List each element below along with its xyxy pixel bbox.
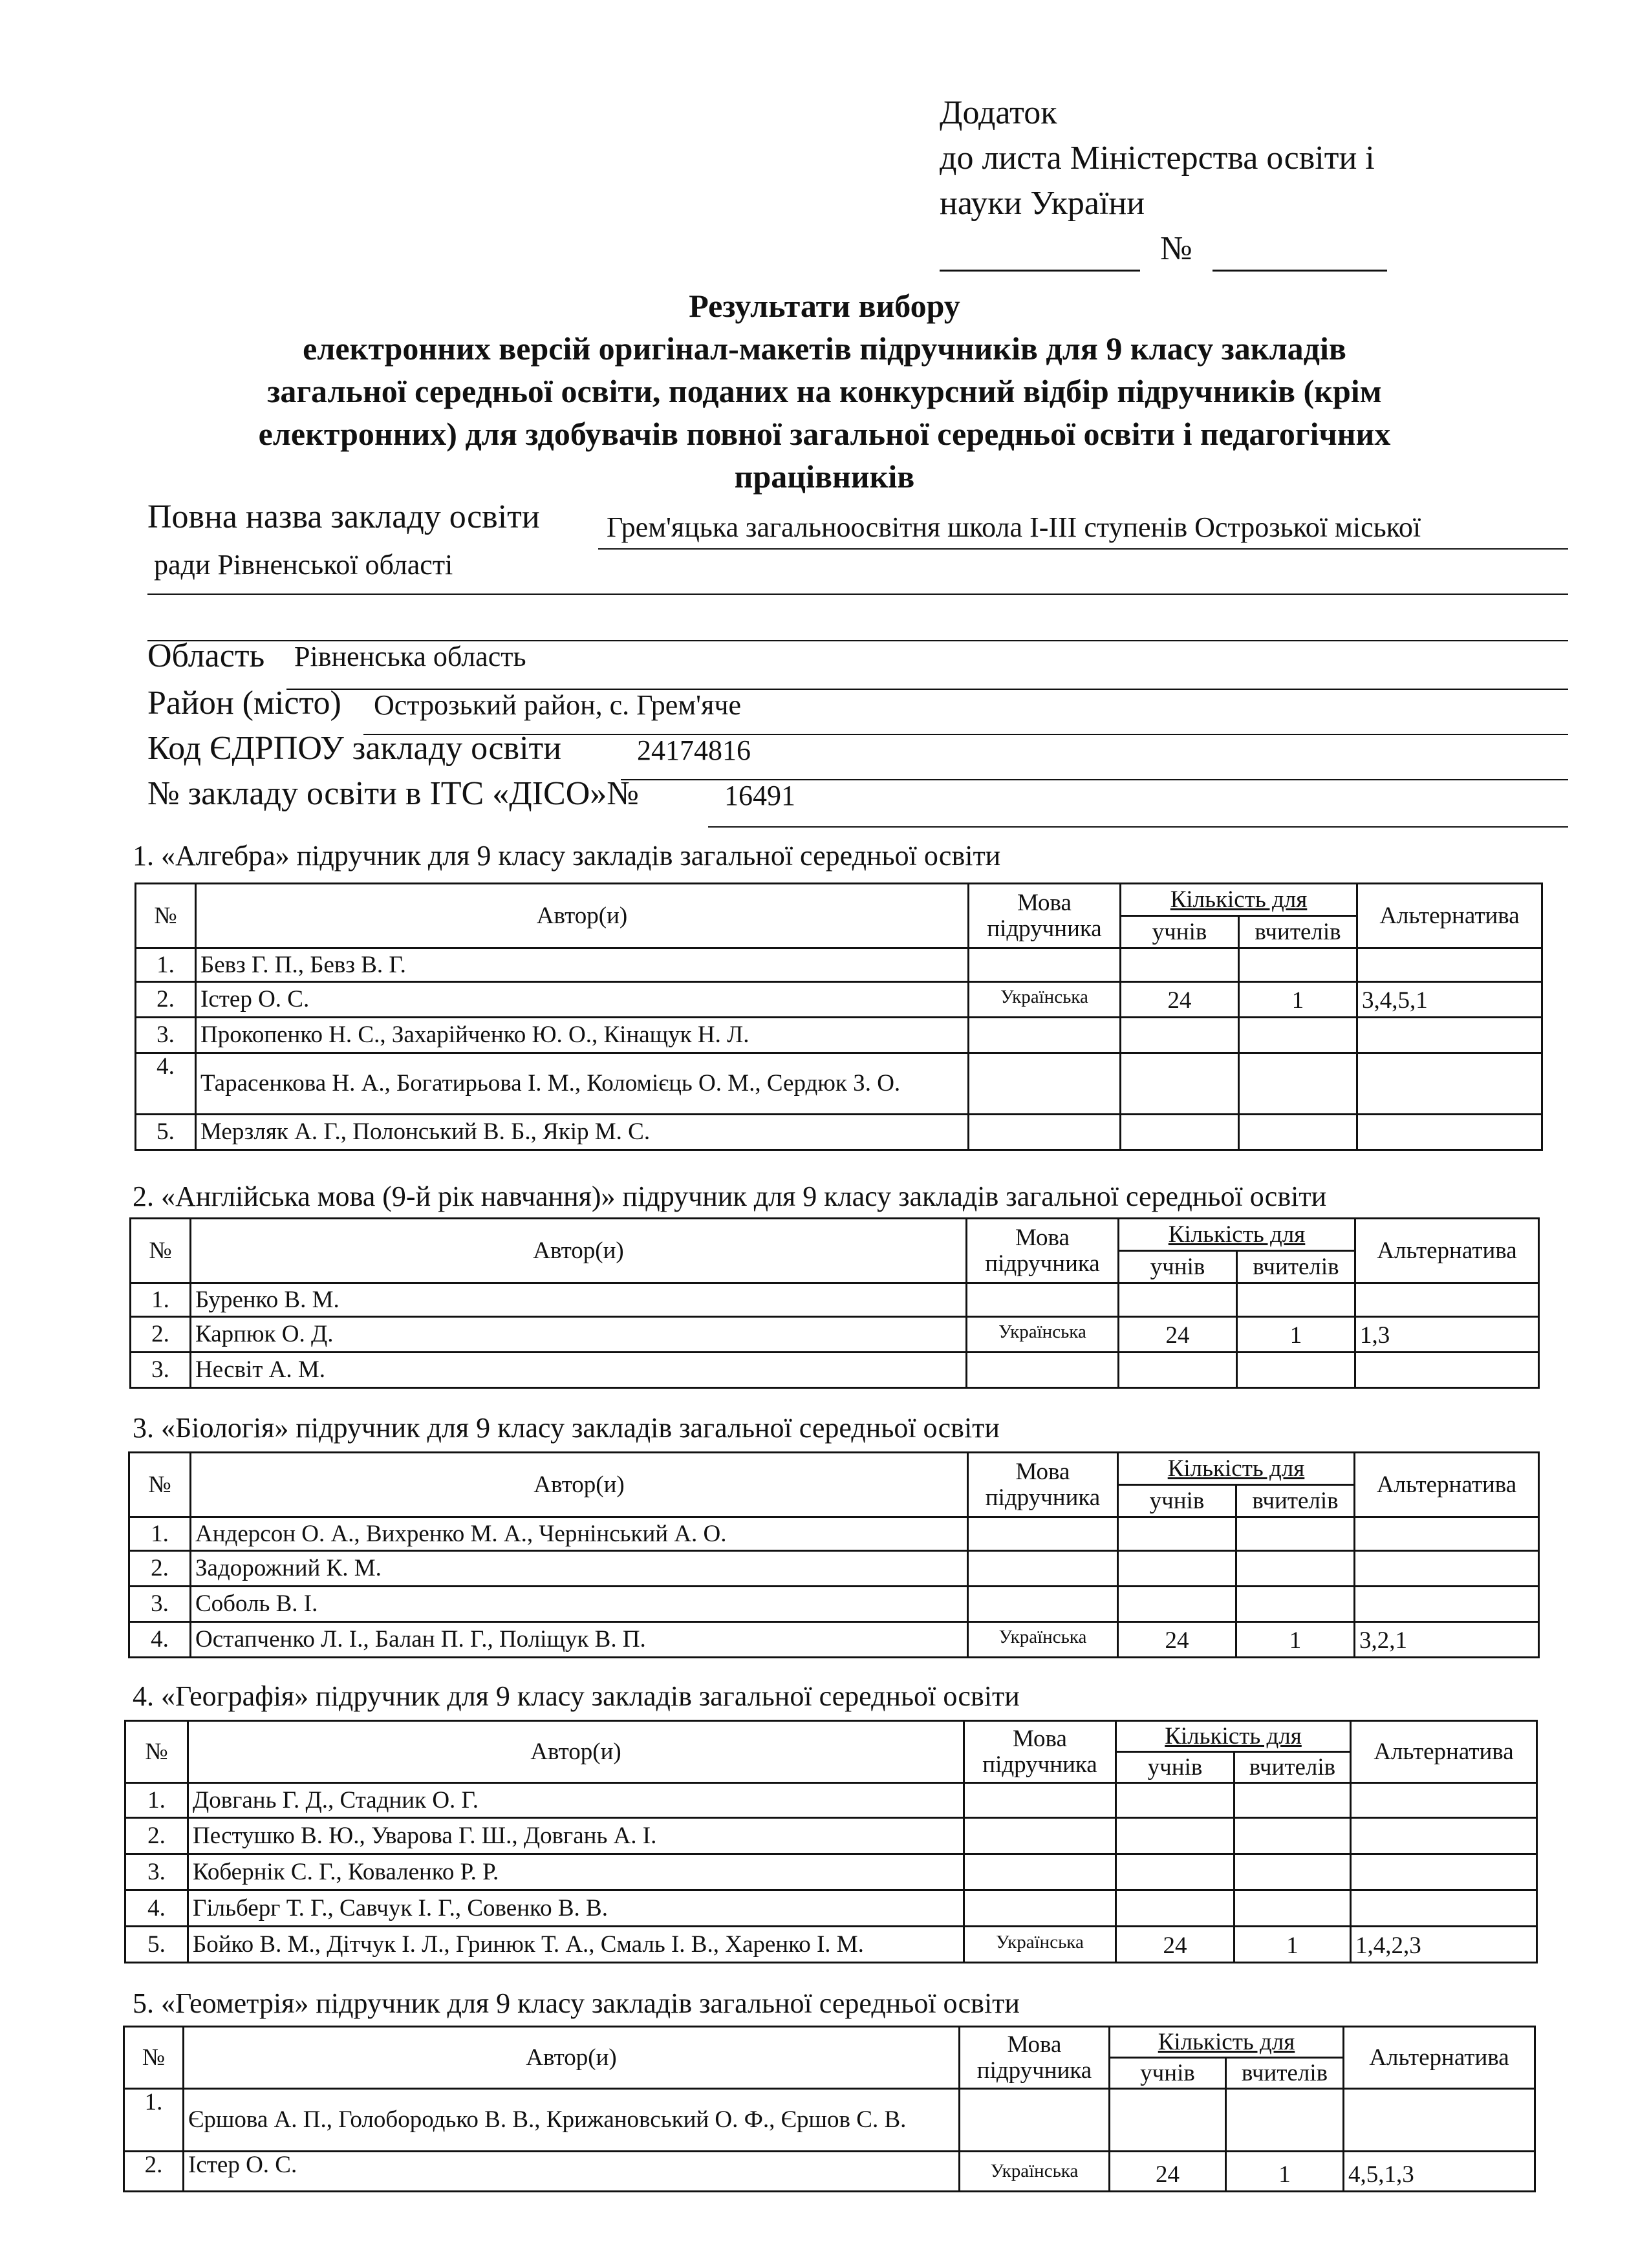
row-author: Карпюк О. Д. xyxy=(191,1317,967,1353)
row-number: 1. xyxy=(125,1783,188,1818)
row-number: 2. xyxy=(136,982,196,1018)
row-number: 5. xyxy=(136,1115,196,1150)
col-authors: Автор(и) xyxy=(184,2027,960,2089)
row-alternative xyxy=(1357,1018,1542,1053)
row-teachers: 1 xyxy=(1239,982,1357,1018)
row-teachers xyxy=(1239,1053,1357,1115)
col-language-line1: Мова xyxy=(1017,889,1072,916)
row-author: Мерзляк А. Г., Полонський В. Б., Якір М. С. xyxy=(196,1115,969,1150)
col-students: учнів xyxy=(1118,1485,1236,1517)
row-teachers xyxy=(1239,1115,1357,1150)
row-author: Гільберг Т. Г., Савчук І. Г., Совенко В. В. xyxy=(188,1890,964,1927)
row-number: 2. xyxy=(131,1317,191,1353)
row-author: Пестушко В. Ю., Уварова Г. Ш., Довгань А. І. xyxy=(188,1818,964,1854)
row-students xyxy=(1118,1517,1236,1551)
row-language xyxy=(969,1053,1121,1115)
row-alternative xyxy=(1351,1818,1537,1854)
col-authors: Автор(и) xyxy=(191,1453,968,1517)
row-language: Українська xyxy=(964,1927,1116,1963)
table-row xyxy=(136,1115,1542,1150)
col-alternative: Альтернатива xyxy=(1344,2027,1535,2089)
row-teachers: 1 xyxy=(1234,1927,1351,1963)
row-author: Тарасенкова Н. А., Богатирьова І. М., Коломієць О. М., Сердюк З. О. xyxy=(196,1053,969,1115)
table-row xyxy=(124,2152,1535,2192)
section-title-algebra: 1. «Алгебра» підручник для 9 класу закладів загальної середньої освіти xyxy=(133,840,1001,872)
row-author: Соболь В. І. xyxy=(191,1587,968,1622)
region-value: Рівненська область xyxy=(294,641,526,672)
appendix-line: до листа Міністерства освіти і xyxy=(940,140,1375,177)
row-language xyxy=(964,1818,1116,1854)
col-num: № xyxy=(125,1721,188,1783)
col-alternative: Альтернатива xyxy=(1357,884,1542,948)
school-name-value-cont: ради Рівненської області xyxy=(154,549,453,581)
row-students xyxy=(1116,1783,1234,1818)
row-language: Українська xyxy=(969,982,1121,1018)
row-alternative xyxy=(1351,1783,1537,1818)
underline xyxy=(708,826,1568,828)
region-label: Область xyxy=(147,637,265,674)
school-name-value: Грем'яцька загальноосвітня школа І-ІІІ ступенів Острозької міської xyxy=(607,511,1421,543)
row-number: 3. xyxy=(136,1018,196,1053)
row-language xyxy=(969,948,1121,982)
col-language-line2: підручника xyxy=(985,1250,1100,1277)
row-number: 4. xyxy=(125,1890,188,1927)
row-teachers xyxy=(1237,1283,1355,1317)
row-number: 4. xyxy=(136,1053,196,1115)
row-language xyxy=(968,1551,1118,1587)
table-row xyxy=(124,2089,1535,2152)
table-row xyxy=(129,1622,1539,1658)
col-authors: Автор(и) xyxy=(191,1219,967,1283)
row-students xyxy=(1118,1551,1236,1587)
col-teachers: вчителів xyxy=(1236,1485,1355,1517)
title-line: Результати вибору xyxy=(689,288,960,324)
row-author: Несвіт А. М. xyxy=(191,1353,967,1388)
row-teachers xyxy=(1236,1551,1355,1587)
row-language: Українська xyxy=(967,1317,1119,1353)
table-row xyxy=(125,1890,1537,1927)
row-students xyxy=(1121,1018,1239,1053)
row-students xyxy=(1119,1283,1237,1317)
col-language-line2: підручника xyxy=(982,1751,1097,1778)
number-blank xyxy=(1212,236,1387,272)
row-number: 5. xyxy=(125,1927,188,1963)
row-alternative xyxy=(1355,1517,1539,1551)
title-line: електронних) для здобувачів повної загальної середньої освіти і педагогічних xyxy=(258,416,1391,452)
row-students xyxy=(1119,1353,1237,1388)
table-row xyxy=(136,948,1542,982)
col-quantity: Кількість для xyxy=(1118,1453,1355,1485)
row-number: 2. xyxy=(124,2152,184,2192)
table-row xyxy=(136,1053,1542,1115)
col-alternative: Альтернатива xyxy=(1355,1453,1539,1517)
row-alternative xyxy=(1357,1115,1542,1150)
col-teachers: вчителів xyxy=(1226,2058,1344,2089)
row-students xyxy=(1121,1115,1239,1150)
col-teachers: вчителів xyxy=(1237,1251,1355,1283)
row-teachers: 1 xyxy=(1237,1317,1355,1353)
col-teachers: вчителів xyxy=(1234,1752,1351,1783)
row-language xyxy=(964,1854,1116,1890)
col-quantity: Кількість для xyxy=(1110,2027,1344,2058)
row-author: Прокопенко Н. С., Захарійченко Ю. О., Кінащук Н. Л. xyxy=(196,1018,969,1053)
title-line: працівників xyxy=(734,458,915,495)
row-teachers xyxy=(1234,1890,1351,1927)
row-author: Бевз Г. П., Бевз В. Г. xyxy=(196,948,969,982)
row-author: Остапченко Л. І., Балан П. Г., Поліщук В. П. xyxy=(191,1622,968,1658)
district-label: Район (місто) xyxy=(147,685,341,722)
row-students xyxy=(1110,2089,1226,2152)
table-row xyxy=(129,1551,1539,1587)
col-alternative: Альтернатива xyxy=(1355,1219,1539,1283)
row-students: 24 xyxy=(1119,1317,1237,1353)
col-language xyxy=(969,884,1121,948)
number-sign: № xyxy=(1160,230,1192,267)
section-title-biology: 3. «Біологія» підручник для 9 класу закладів загальної середньої освіти xyxy=(133,1412,1000,1444)
row-alternative xyxy=(1357,1053,1542,1115)
table-row xyxy=(125,1854,1537,1890)
row-teachers xyxy=(1236,1517,1355,1551)
row-teachers xyxy=(1239,948,1357,982)
row-author: Єршова А. П., Голобородько В. В., Крижановський О. Ф., Єршов С. В. xyxy=(184,2089,960,2152)
table-row xyxy=(129,1587,1539,1622)
school-name-label: Повна назва закладу освіти xyxy=(147,498,540,535)
col-language xyxy=(964,1721,1116,1783)
row-language xyxy=(964,1783,1116,1818)
row-author: Істер О. С. xyxy=(196,982,969,1018)
col-students: учнів xyxy=(1116,1752,1234,1783)
col-students: учнів xyxy=(1110,2058,1226,2089)
row-author: Бойко В. М., Дітчук І. Л., Гринюк Т. А., Смаль І. В., Харенко І. М. xyxy=(188,1927,964,1963)
col-language-line2: підручника xyxy=(976,2057,1092,2084)
row-teachers xyxy=(1234,1854,1351,1890)
section-title-geometry: 5. «Геометрія» підручник для 9 класу закладів загальної середньої освіти xyxy=(133,1987,1020,2019)
row-number: 3. xyxy=(131,1353,191,1388)
row-number: 1. xyxy=(131,1283,191,1317)
row-alternative: 3,4,5,1 xyxy=(1357,982,1542,1018)
row-alternative: 4,5,1,3 xyxy=(1344,2152,1535,2192)
row-author: Задорожний К. М. xyxy=(191,1551,968,1587)
document-title xyxy=(129,284,1520,498)
appendix-line: Додаток xyxy=(940,94,1057,131)
col-authors: Автор(и) xyxy=(196,884,969,948)
appendix-line: науки України xyxy=(940,185,1145,222)
col-quantity: Кількість для xyxy=(1121,884,1357,916)
col-quantity: Кількість для xyxy=(1119,1219,1355,1251)
row-alternative xyxy=(1351,1890,1537,1927)
col-num: № xyxy=(129,1453,191,1517)
edrpou-label: Код ЄДРПОУ закладу освіти xyxy=(147,730,562,767)
table-row xyxy=(136,1018,1542,1053)
row-author: Буренко В. М. xyxy=(191,1283,967,1317)
row-students: 24 xyxy=(1116,1927,1234,1963)
row-teachers xyxy=(1226,2089,1344,2152)
row-language: Українська xyxy=(968,1622,1118,1658)
row-alternative xyxy=(1355,1283,1539,1317)
row-students xyxy=(1116,1818,1234,1854)
row-alternative xyxy=(1344,2089,1535,2152)
underline xyxy=(598,548,1568,550)
row-students: 24 xyxy=(1121,982,1239,1018)
col-language-line1: Мова xyxy=(1007,2031,1062,2058)
row-number: 2. xyxy=(129,1551,191,1587)
row-teachers xyxy=(1234,1783,1351,1818)
col-language xyxy=(968,1453,1118,1517)
row-teachers: 1 xyxy=(1226,2152,1344,2192)
row-students: 24 xyxy=(1110,2152,1226,2192)
table-row xyxy=(131,1317,1539,1353)
col-num: № xyxy=(131,1219,191,1283)
row-author: Істер О. С. xyxy=(184,2152,960,2192)
row-alternative xyxy=(1355,1551,1539,1587)
row-author: Довгань Г. Д., Стадник О. Г. xyxy=(188,1783,964,1818)
col-quantity: Кількість для xyxy=(1116,1721,1351,1752)
title-line: загальної середньої освіти, поданих на конкурсний відбір підручників (крім xyxy=(267,373,1382,409)
disco-value: 16491 xyxy=(724,780,795,811)
row-number: 2. xyxy=(125,1818,188,1854)
col-num: № xyxy=(136,884,196,948)
appendix-number-line xyxy=(940,226,1387,272)
table-row xyxy=(136,982,1542,1018)
table-row xyxy=(125,1818,1537,1854)
row-teachers: 1 xyxy=(1236,1622,1355,1658)
table-row xyxy=(125,1927,1537,1963)
col-alternative: Альтернатива xyxy=(1351,1721,1537,1783)
row-number: 3. xyxy=(125,1854,188,1890)
col-num: № xyxy=(124,2027,184,2089)
table-algebra xyxy=(135,883,1543,1151)
table-biology xyxy=(128,1451,1540,1658)
col-language-line1: Мова xyxy=(1015,1224,1070,1251)
section-title-english: 2. «Англійська мова (9-й рік навчання)» підручник для 9 класу закладів загальної середньої освіти xyxy=(133,1181,1327,1212)
row-alternative xyxy=(1357,948,1542,982)
row-students xyxy=(1121,1053,1239,1115)
section-title-geography: 4. «Географія» підручник для 9 класу закладів загальної середньої освіти xyxy=(133,1680,1020,1712)
row-number: 3. xyxy=(129,1587,191,1622)
row-alternative xyxy=(1355,1353,1539,1388)
row-author: Андерсон О. А., Вихренко М. А., Чернінський А. О. xyxy=(191,1517,968,1551)
col-language-line1: Мова xyxy=(1015,1458,1070,1485)
row-alternative xyxy=(1351,1854,1537,1890)
table-english xyxy=(129,1217,1540,1389)
appendix-block xyxy=(940,91,1387,272)
col-language-line2: підручника xyxy=(987,915,1102,942)
row-number: 1. xyxy=(136,948,196,982)
row-teachers xyxy=(1239,1018,1357,1053)
row-alternative: 1,4,2,3 xyxy=(1351,1927,1537,1963)
row-teachers xyxy=(1236,1587,1355,1622)
row-language xyxy=(969,1115,1121,1150)
col-students: учнів xyxy=(1121,916,1239,948)
table-geography xyxy=(124,1720,1538,1963)
row-students xyxy=(1121,948,1239,982)
col-language-line2: підручника xyxy=(985,1484,1101,1511)
row-teachers xyxy=(1237,1353,1355,1388)
table-row xyxy=(131,1283,1539,1317)
row-students: 24 xyxy=(1118,1622,1236,1658)
col-language xyxy=(967,1219,1119,1283)
col-language-line1: Мова xyxy=(1013,1725,1067,1752)
row-students xyxy=(1118,1587,1236,1622)
edrpou-value: 24174816 xyxy=(637,734,751,766)
underline xyxy=(147,594,1568,595)
row-language: Українська xyxy=(960,2152,1110,2192)
col-authors: Автор(и) xyxy=(188,1721,964,1783)
table-row xyxy=(125,1783,1537,1818)
date-blank xyxy=(940,236,1140,272)
col-language xyxy=(960,2027,1110,2089)
row-language xyxy=(969,1018,1121,1053)
table-geometry xyxy=(123,2026,1536,2192)
title-line: електронних версій оригінал-макетів підручників для 9 класу закладів xyxy=(303,330,1346,367)
row-alternative xyxy=(1355,1587,1539,1622)
row-author: Кобернік С. Г., Коваленко Р. Р. xyxy=(188,1854,964,1890)
col-teachers: вчителів xyxy=(1239,916,1357,948)
row-language xyxy=(968,1517,1118,1551)
row-students xyxy=(1116,1890,1234,1927)
row-alternative: 1,3 xyxy=(1355,1317,1539,1353)
row-teachers xyxy=(1234,1818,1351,1854)
col-students: учнів xyxy=(1119,1251,1237,1283)
row-language xyxy=(964,1890,1116,1927)
row-number: 4. xyxy=(129,1622,191,1658)
row-alternative: 3,2,1 xyxy=(1355,1622,1539,1658)
row-number: 1. xyxy=(124,2089,184,2152)
row-students xyxy=(1116,1854,1234,1890)
disco-label: № закладу освіти в ІТС «ДІСО»№ xyxy=(147,775,639,812)
table-row xyxy=(129,1517,1539,1551)
row-language xyxy=(967,1283,1119,1317)
district-value: Острозький район, с. Грем'яче xyxy=(374,689,742,721)
row-number: 1. xyxy=(129,1517,191,1551)
row-language xyxy=(968,1587,1118,1622)
table-row xyxy=(131,1353,1539,1388)
row-language xyxy=(967,1353,1119,1388)
row-language xyxy=(960,2089,1110,2152)
